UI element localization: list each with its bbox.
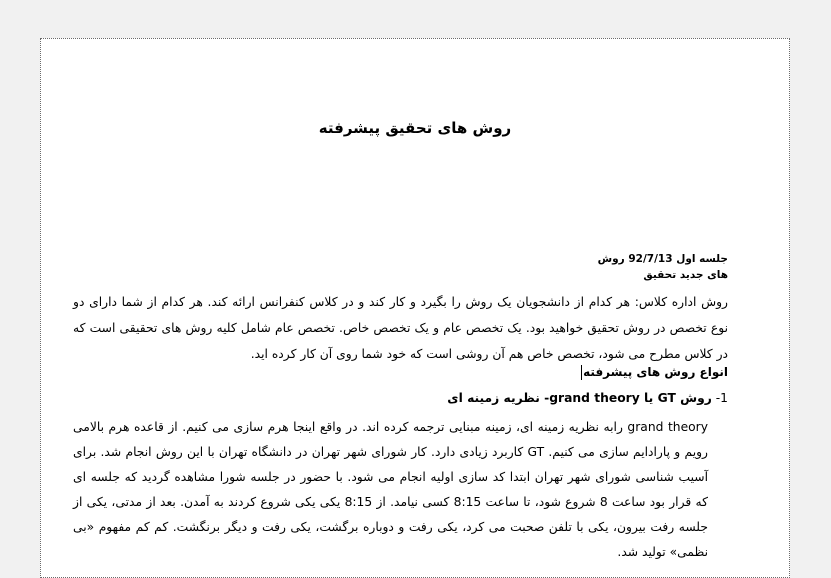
text-cursor xyxy=(581,365,582,380)
document-page xyxy=(40,38,790,578)
session-line: جلسه اول 92/7/13 روش xyxy=(597,253,728,265)
list-item xyxy=(447,391,728,405)
paragraph-class-method: روش اداره کلاس: هر کدام از دانشجویان یک روش را بگیرد و کار کند و در کلاس کنفرانس ارائه کند. هر کدام از شما دارای دو نوع تخصص در روش تحقیق خواهید بود. یک تخصص عام و یک تخصص خاص. تخصص عام شامل کلیه روش های تحقیقی است که در کلاس مطرح می شود، تخصص خاص هم آن روشی است که خود شما روی آن کار کرده اید. xyxy=(73,295,728,361)
session-subheading: های جدید تحقیق xyxy=(643,269,728,281)
session-info xyxy=(598,251,728,283)
list-item-text: روش GT یا grand theory- نظریه زمینه ای xyxy=(447,391,712,405)
section-heading[interactable] xyxy=(581,365,728,380)
list-item-number: 1- xyxy=(715,391,728,405)
paragraph-grounded-theory: grand theory رابه نظریه زمینه ای، زمینه مبنایی ترجمه کرده اند. در واقع اینجا هرم سازی می کنیم. از قاعده هرم بالامی رویم و پارادایم سازی می کنیم. GT کاربرد زیادی دارد. کار شورای شهر تهران در دانشگاه تهران با این روش انجام شد. برای آسیب شناسی شورای شهر تهران ابتدا کد سازی اولیه انجام می شود. با حضور در جلسه شورا مشاهده گردید که جلسه ای که قرار بود ساعت 8 شروع شود، تا ساعت 8:15 کسی نیامد. از 8:15 یکی یکی شروع کردند به آمدن. بعد از مدتی، یکی از جلسه رفت بیرون، یکی با تلفن صحبت می کرد، یکی رفت و دوباره برگشت، یکی رفت و دیگر برنگشت. کم کم مفهوم «بی نظمی» تولید شد. xyxy=(73,420,709,559)
document-title: روش های تحقیق پیشرفته xyxy=(318,119,512,137)
section-heading-text: انواع روش های پیشرفته xyxy=(583,365,728,379)
